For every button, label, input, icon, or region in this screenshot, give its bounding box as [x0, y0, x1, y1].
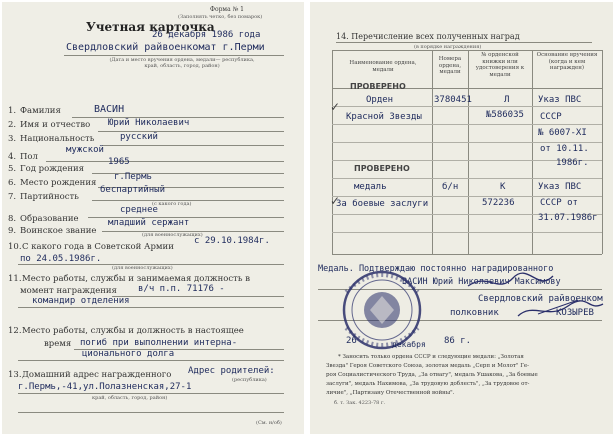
sign-day: 26	[346, 336, 357, 346]
footnote-line-5: личие", „Партизану Отечественной войны".	[326, 390, 455, 396]
workplace-label-1: Место работы, службы и занимаемая должность в	[22, 274, 250, 284]
form-number: Форма № 1	[210, 6, 244, 13]
army-since-label: С какого года в Советской Армии	[22, 242, 174, 252]
footnote-line-4: заслуги", медаль Нахимова, „За трудовую доблесть", „За трудовое от-	[326, 381, 530, 387]
card-title: Учетная карточка	[86, 20, 215, 34]
check-mark-2: ✓	[330, 194, 341, 208]
medal-confirmation-line-1: Медаль. Подтверждаю постоянно наградированного	[318, 264, 554, 274]
education-label: Образование	[20, 214, 79, 224]
field-number-4: 4.	[8, 152, 17, 162]
address-label: Домашний адрес награжденного	[22, 370, 172, 380]
award-2-book-2: 572236	[482, 198, 515, 208]
issuer-hint: (Дата и место вручения ордена, медали— республика, край, область, город, район)	[109, 57, 255, 69]
workplace-label-2: момент награждения	[20, 286, 117, 296]
address-hint-1: (республика)	[232, 377, 267, 383]
army-since-from: с 29.10.1984г.	[194, 236, 270, 246]
address-hint-2: край, область, город, район)	[92, 395, 168, 401]
name-label: Имя и отчество	[20, 120, 91, 130]
field-number-9: 9.	[8, 226, 17, 236]
current-place-label-2: время	[44, 339, 72, 349]
field-number-5: 5.	[8, 164, 17, 174]
field-number-13: 13.	[8, 370, 22, 380]
current-place-value-2: ционального долга	[82, 349, 175, 359]
footnote-line-1: * Заносить только ордена СССР и следующие медали: „Золотая	[338, 354, 524, 360]
field-number-11: 11.	[8, 274, 22, 284]
field-number-2: 2.	[8, 120, 17, 130]
column-header-basis: Основание вручения (когда и кем награжден)	[536, 52, 598, 71]
field-number-10: 10.	[8, 242, 22, 252]
right-page	[310, 2, 613, 434]
award-1-basis-3: № 6007-XI	[538, 128, 587, 138]
signature-icon	[458, 264, 608, 324]
signer-rank: полковник	[450, 308, 499, 318]
footnote-line-3: роя Социалистического Труда, „За отвагу", медаль Ушакова, „За боевые	[326, 372, 538, 378]
award-1-name-2: Красной Звезды	[346, 112, 422, 122]
form-hint: (Заполнять четко, без помарок)	[178, 14, 263, 20]
commissariat: Свердловский райвоенкомат г.Перми	[66, 42, 265, 53]
address-value-1: Адрес родителей:	[188, 366, 275, 376]
award-1-basis-2: СССР	[540, 112, 562, 122]
current-place-label-1: Место работы, службы и должность в настоящее	[22, 326, 244, 336]
rank-label: Воинское звание	[20, 226, 97, 236]
field-number-12: 12.	[8, 326, 22, 336]
award-1-name-1: Орден	[366, 95, 394, 105]
surname-label: Фамилия	[20, 106, 61, 116]
award-2-basis-3: 31.07.1986г	[538, 213, 598, 223]
award-1-basis-5: 1986г.	[556, 158, 589, 168]
verified-stamp-1: ПРОВЕРЕНО	[350, 82, 406, 91]
verified-stamp-2: ПРОВЕРЕНО	[354, 164, 410, 173]
workplace-value-2: командир отделения	[32, 296, 130, 306]
award-1-basis-4: от 10.11.	[540, 144, 589, 154]
field-number-7: 7.	[8, 192, 17, 202]
signer-organization: Свердловский райвоенком	[478, 294, 603, 304]
issue-date: 26 декабря 1986 года	[152, 30, 261, 40]
award-2-name-2: За боевые заслуги	[336, 199, 429, 209]
sex-value: мужской	[66, 145, 104, 155]
education-value: среднее	[120, 205, 158, 215]
award-1-basis-1: Указ ПВС	[538, 95, 582, 105]
column-header-award: Наименование ордена, медали	[349, 60, 417, 73]
left-page	[2, 2, 304, 434]
sex-label: Пол	[20, 152, 38, 162]
army-since-hint: (для военнослужащих)	[112, 265, 173, 271]
field-number-1: 1.	[8, 106, 17, 116]
award-1-book-2: №586035	[486, 110, 524, 120]
footnote-line-2: Звезда" Героя Советского Союза, золотая медаль „Серп и Молот" Ге-	[326, 363, 530, 369]
address-hint-3: (См. н/об)	[256, 420, 282, 426]
award-2-basis-1: Указ ПВС	[538, 182, 582, 192]
column-header-number: Номера ордена, медали	[438, 56, 462, 75]
award-2-book-1: К	[500, 182, 506, 192]
signer-name: КОЗЫРЕВ	[556, 308, 594, 318]
rank-hint: (для военнослужащих)	[142, 232, 203, 238]
medal-confirmation-line-2: ВАСИН Юрий Николаевич Максимову	[402, 277, 561, 287]
field-number-3: 3.	[8, 134, 17, 144]
award-2-basis-2: СССР от	[540, 198, 578, 208]
column-header-book: № орденской книжки или удостоверения к медали	[475, 52, 525, 78]
army-since-to: по 24.05.1986г.	[20, 254, 102, 264]
field-number-6: 6.	[8, 178, 17, 188]
sign-year: 86 г.	[444, 336, 472, 346]
award-2-number: б/н	[442, 182, 459, 192]
party-label: Партийность	[20, 192, 79, 202]
party-hint: (с какого года)	[152, 201, 192, 207]
award-1-book-1: Л	[504, 95, 510, 105]
address-value-2: г.Пермь,-41,ул.Полазненская,27-1	[18, 382, 192, 392]
surname-value: ВАСИН	[94, 104, 125, 115]
print-mark: б. т. Зак. 4223-78 г.	[334, 400, 386, 406]
award-2-name-1: медаль	[354, 182, 387, 192]
birth-place-value: г.Пермь	[114, 172, 152, 182]
sign-month: декабря	[392, 340, 426, 349]
birth-year-value: 1965	[108, 157, 130, 167]
current-place-value-1: погиб при выполнении интерна-	[80, 338, 238, 348]
awards-section-title: 14. Перечисление всех полученных наград	[336, 32, 520, 41]
name-value: Юрий Николаевич	[108, 118, 190, 128]
nationality-label: Национальность	[20, 134, 95, 144]
birth-place-label: Место рождения	[20, 178, 97, 188]
awards-section-hint: (в порядке награждения)	[414, 44, 482, 50]
award-1-number: 3780451	[434, 95, 472, 105]
birth-year-label: Год рождения	[20, 164, 85, 174]
nationality-value: русский	[120, 132, 158, 142]
check-mark-1: ✓	[330, 100, 341, 114]
party-value: беспартийный	[100, 185, 166, 195]
workplace-value-1: в/ч п.п. 71176 -	[138, 284, 225, 294]
field-number-8: 8.	[8, 214, 17, 224]
rank-value: младший сержант	[108, 218, 190, 228]
